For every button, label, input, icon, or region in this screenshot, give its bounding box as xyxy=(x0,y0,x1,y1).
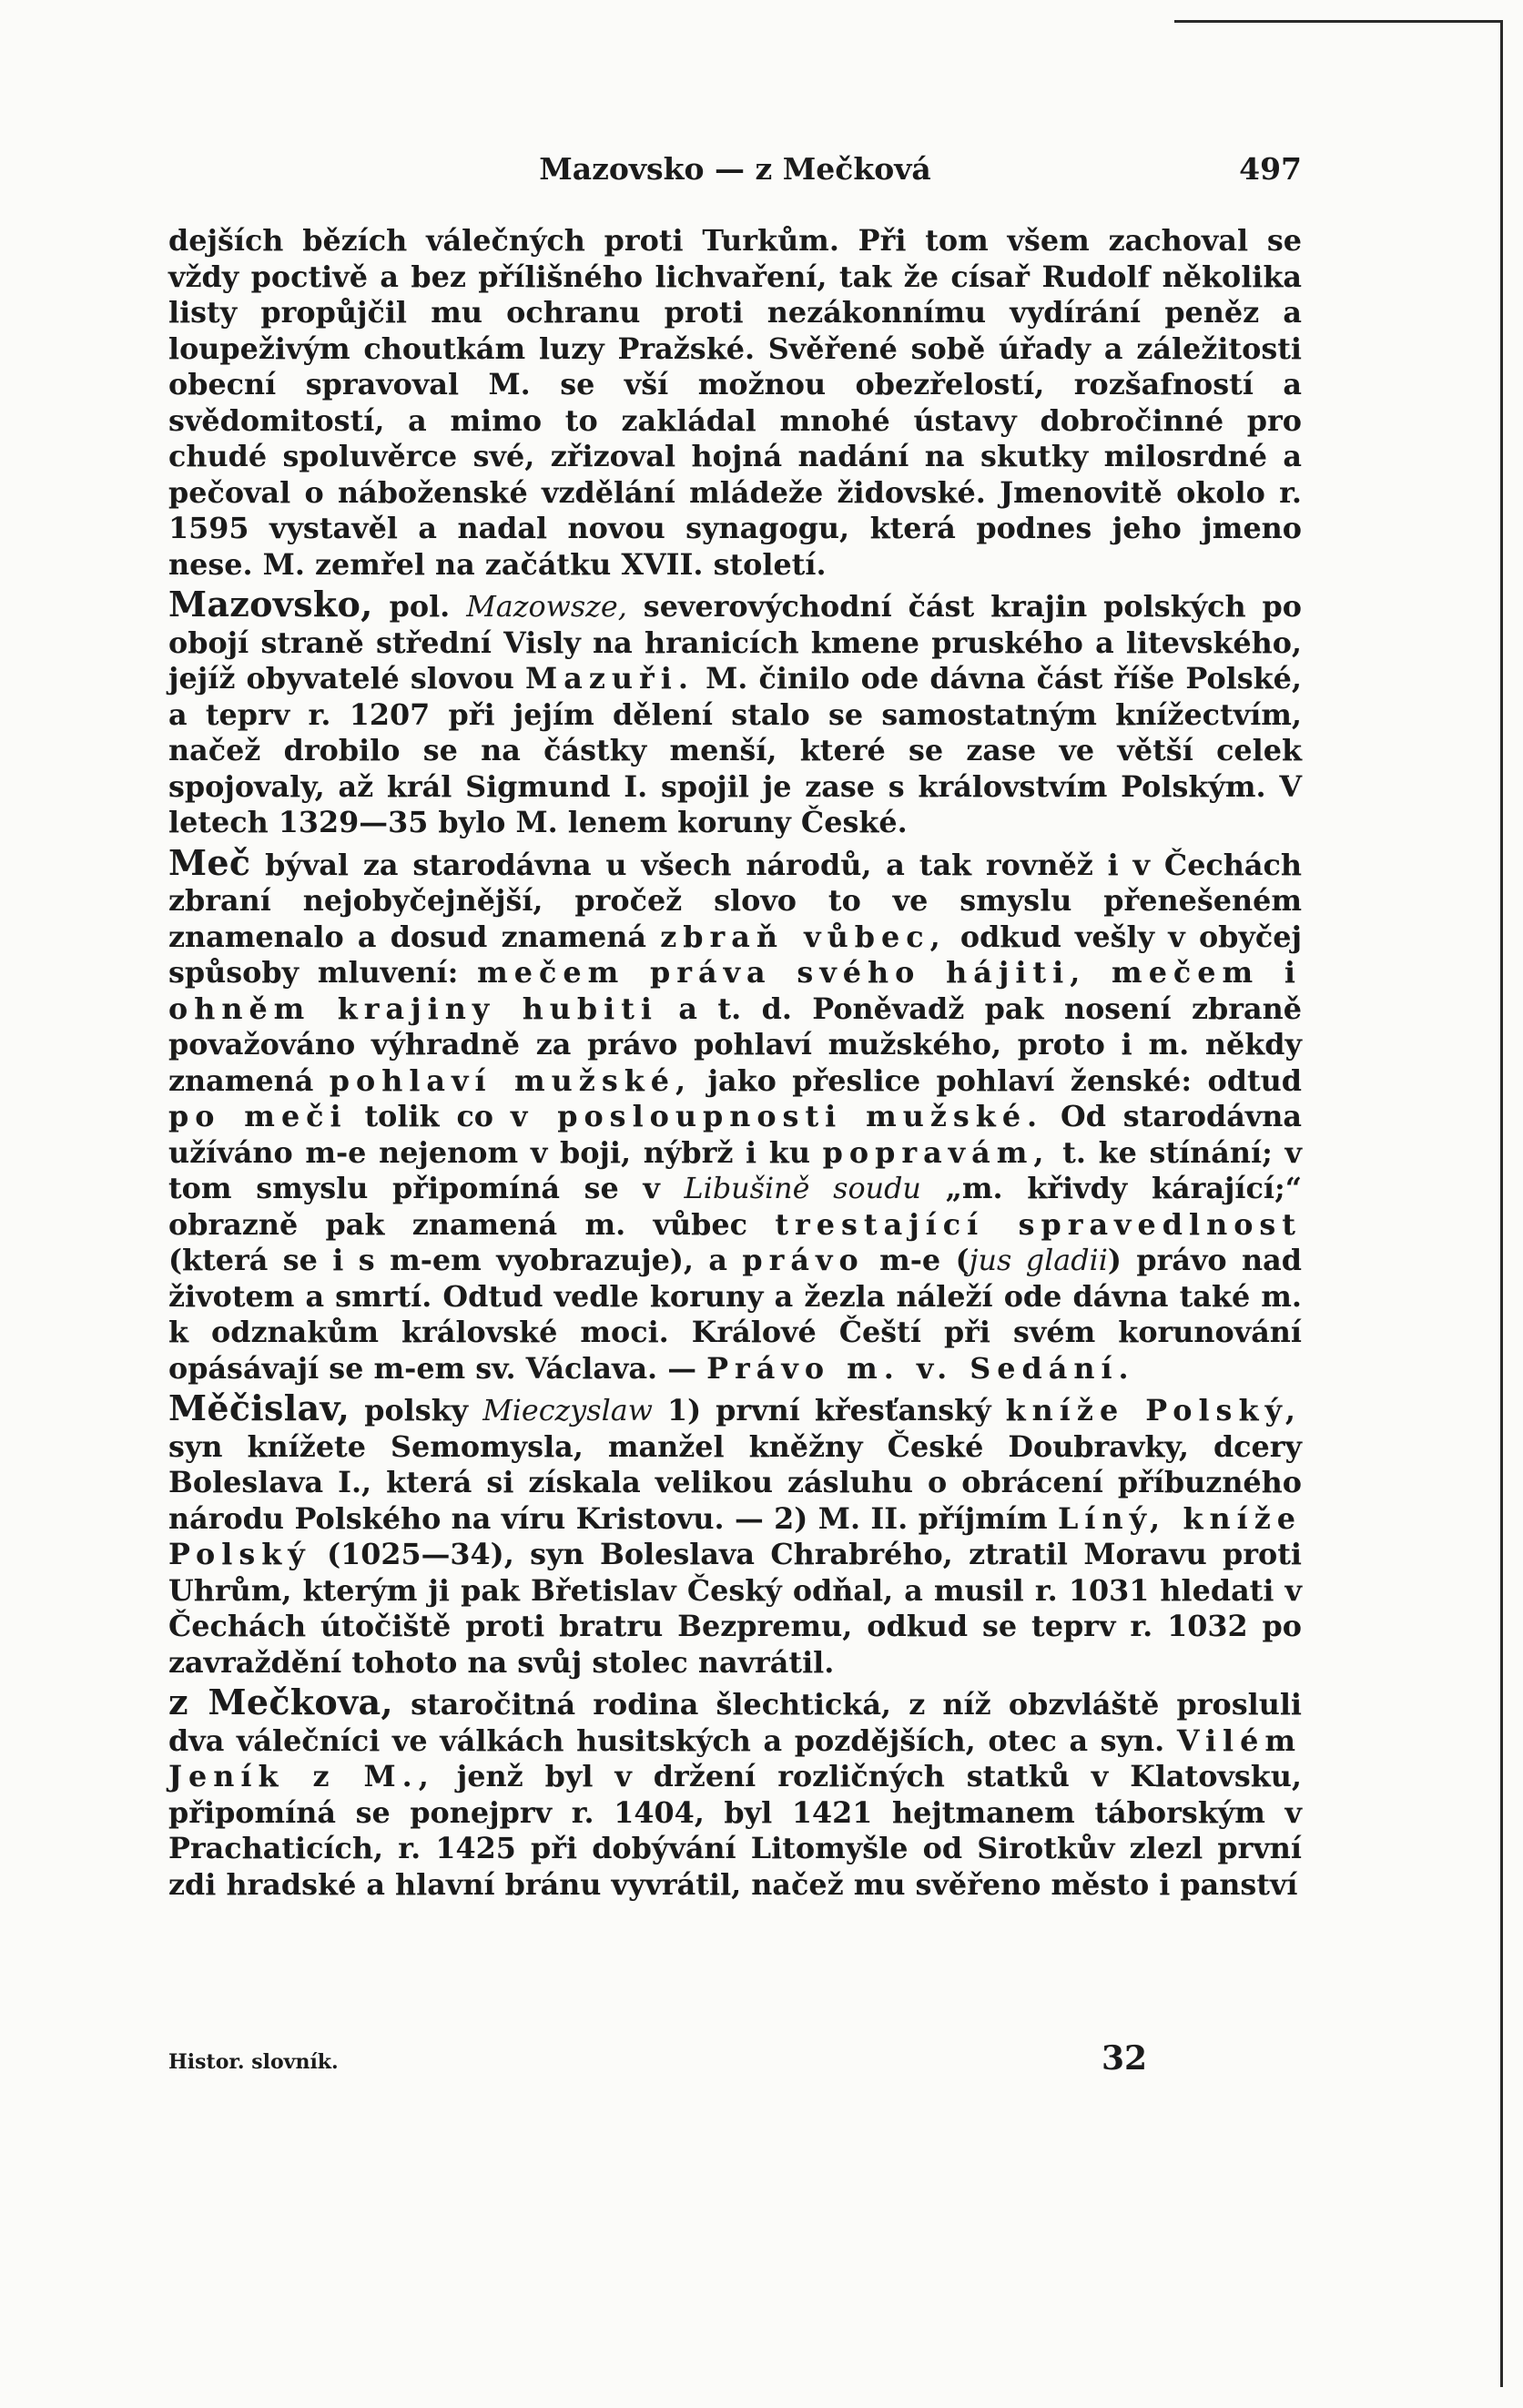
entry-text: (1025—34), syn Boleslava Chrabrého, ztratil Moravu proti Uhrům, kterým ji pak Břetislav Český odňal, a musil r. 1031 hledati v Čechách útočiště proti bratru Bezpremu, odkud se teprv r. 1032 po zavraždění tohoto na svůj stolec navrátil. xyxy=(168,1538,1302,1680)
page-footer xyxy=(168,2037,1302,2083)
entry-text: jako přeslice pohlaví ženské: odtud xyxy=(692,1063,1302,1098)
footer-source: Histor. slovník. xyxy=(168,2050,339,2074)
entry-text: býval za starodávna u všech národů, a tak rovněž i v Čechách zbraní nejobyčejnější, pročež slovo to ve smyslu přenešeném znamenalo a dosud znamená xyxy=(168,848,1302,954)
page-edge-right-line xyxy=(1500,20,1503,2387)
spaced-term: Právo m. v. Sedání. xyxy=(706,1351,1135,1386)
spaced-term: trestající spravedlnost xyxy=(775,1207,1302,1242)
spaced-term: právo xyxy=(742,1244,865,1277)
entry-text: staročitná rodina šlechtická, z níž obzvláště prosluli dva válečníci ve válkách husitských a pozdějších, otec a syn. xyxy=(168,1688,1302,1758)
entry-text: 1) první křesťanský xyxy=(652,1394,1006,1428)
latin-term: Libušině soudu xyxy=(684,1172,921,1205)
entry-text: severovýchodní část krajin polských po obojí straně střední Visly na hranicích kmene pruského a litevského, jejíž obyvatelé slovou xyxy=(168,590,1302,696)
spaced-term: pohlaví mužské, xyxy=(329,1063,693,1098)
entry-z-meckova xyxy=(168,1684,1302,1903)
entry-text: Od starodávna užíváno m-e nejenom v boji, nýbrž i ku xyxy=(168,1100,1302,1170)
entry-text: M. činilo ode dávna část říše Polské, a teprv r. 1207 při jejím dělení stalo se samostatným knížectvím, načež drobilo se na částky menší, které se zase ve větší celek spojovaly, až král Sigmund I. spojil je zase s královstvím Polským. V letech 1329—35 bylo M. lenem koruny České. xyxy=(168,662,1302,839)
entry-text: m-e ( xyxy=(864,1244,970,1277)
entry-text: tolik co xyxy=(347,1100,511,1133)
spaced-term: po meči xyxy=(168,1100,348,1133)
entry-headword: Měčislav, xyxy=(168,1387,350,1428)
paragraph-continuation: dejších bězích válečných proti Turkům. Při tom všem zachoval se vždy poctivě a bez přílišného lichvaření, tak že císař Rudolf několika listy propůjčil mu ochranu proti nezákonnímu vydírání peněz a loupeživým choutkám luzy Pražské. Svěřené sobě úřady a záležitosti obecní spravoval M. se vší možnou obezřelostí, rozšafností a svědomitostí, a mimo to zakládal mnohé ústavy dobročinné pro chudé spoluvěrce své, zřizoval hojná nadání na skutky milosrdné a pečoval o náboženské vzdělání mládeže židovské. Jmenovitě okolo r. 1595 vystavěl a nadal novou synagogu, která podnes jeho jmeno nese. M. zemřel na začátku XVII. století. xyxy=(168,224,1302,582)
spaced-term: v posloupnosti mužské. xyxy=(510,1100,1044,1133)
document-page xyxy=(168,0,1302,2408)
entry-text: jenž byl v držení rozličných statků v Klatovsku, připomíná se ponejprv r. 1404, byl 1421 hejtmanem táborským v Prachaticích, r. 1425 při dobývání Litomyšle od Sirotkův zlezl první zdi hradské a hlavní bránu vyvrátil, načež mu svěřeno město i panství xyxy=(168,1760,1302,1902)
page-number: 497 xyxy=(1239,151,1302,187)
latin-term: jus gladii xyxy=(969,1244,1108,1277)
entry-headword: Mazovsko, xyxy=(168,584,373,625)
entry-mazovsko xyxy=(168,586,1302,841)
running-header xyxy=(168,146,1302,200)
entry-mecislav xyxy=(168,1387,1302,1681)
running-title: Mazovsko — z Mečková xyxy=(539,151,931,187)
spaced-term: Mazuři. xyxy=(525,662,695,696)
spaced-term: Vilém Jeník z M., xyxy=(168,1723,1302,1793)
signature-mark: 32 xyxy=(1102,2039,1148,2078)
entry-mec xyxy=(168,841,1303,1387)
entry-text: polsky xyxy=(350,1394,483,1428)
spaced-term: Líný, kníže Polský xyxy=(168,1501,1302,1571)
spaced-term: popravám, xyxy=(822,1135,1051,1170)
entry-text: pol. xyxy=(372,590,467,624)
latin-term: Mieczyslaw xyxy=(482,1394,653,1428)
entry-text: t. ke stínání; v tom smyslu připomíná se v xyxy=(168,1135,1302,1205)
entry-text: „m. křivdy kárající;“ obrazně pak znamená m. vůbec xyxy=(168,1172,1302,1242)
entry-text: ) právo nad životem a smrtí. Odtud vedle koruny a žezla náleží ode dávna také m. k odznakům královské moci. Králové Čeští při svém korunování opásávají se m-em sv. Václava. — xyxy=(168,1244,1302,1386)
spaced-term: mečem práva svého hájiti, mečem i ohněm krajiny hubiti xyxy=(168,956,1303,1026)
entry-text: syn knížete Semomysla, manžel kněžny České Doubravky, dcery Boleslava I., která si získala velikou zásluhu o obrácení příbuzného národu Polského na víru Kristovu. — 2) M. II. příjmím xyxy=(168,1429,1302,1536)
latin-term: Mazowsze, xyxy=(466,590,627,624)
entry-headword: z Mečkova, xyxy=(168,1682,393,1722)
entry-text: odkud vešly v obyčej spůsoby mluvení: xyxy=(168,920,1302,990)
entry-text: (která se i s m-em vyobrazuje), a xyxy=(168,1244,743,1277)
spaced-term: zbraň vůbec, xyxy=(660,920,947,954)
entry-headword: Meč xyxy=(168,841,251,883)
spaced-term: kníže Polský, xyxy=(1005,1394,1302,1428)
text-body xyxy=(168,223,1302,1903)
entry-text: a t. d. Poněvadž pak nosení zbraně považováno výhradně za právo pohlaví mužského, proto i m. někdy znamená xyxy=(168,991,1302,1098)
